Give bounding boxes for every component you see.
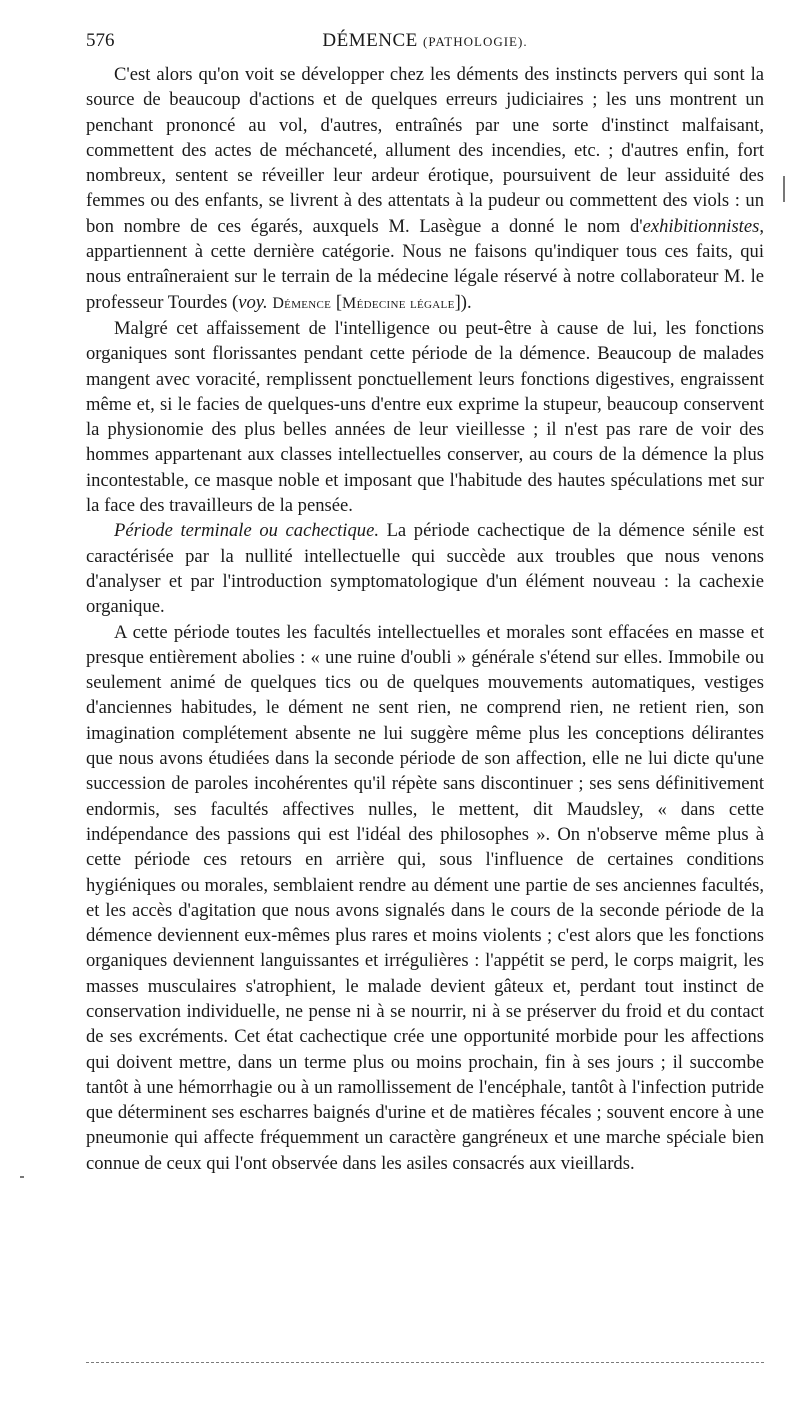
margin-mark: [783, 176, 785, 202]
cross-reference-close: ]).: [454, 291, 472, 313]
paragraph-4: A cette période toutes les facultés intellectuelles et morales sont effacées en masse et presque entièrement abolies : « une ruine d'oubli » générale s'étend sur elles. Immobile ou seulement animé de quelques tics ou de quelques mouvements automatiques, vestiges d'anciennes habitudes, le dément ne sent rien, ne comprend rien, ne retient rien, son imagination complétement absente ne lui suggère même plus les conceptions délirantes que nous avons étudiées dans la seconde période de son affection, elle ne lui dicte qu'une succession de paroles incohérentes qu'il répète sans discontinuer ; ses sens définitivement endormis, ses facultés affectives nulles, le mettent, dit Maudsley, « dans cette indépendance des passions qui est l'idéal des philosophes ». On n'observe même plus à cette période ces retours en arrière qui, sous l'influence de certaines conditions hygiéniques ou morales, semblaient rendre au dément une partie de ses anciennes facultés, et les accès d'agitation que nous avons signalés dans le cours de la seconde période de la démence deviennent eux-mêmes plus rares et moins violents ; c'est alors que les fonctions organiques deviennent languissantes et irrégulières : l'appétit se perd, le corps maigrit, les masses musculaires s'atrophient, le malade devient gâteux et, perdant tout instinct de conservation individuelle, ne pense ni à se nourrir, ni à se préserver du froid et du contact de ses excréments. Cet état cachectique crée une opportunité morbide pour les affections qui doivent mettre, dans un terme plus ou moins prochain, fin à ses jours ; il succombe tantôt à une hémorrhagie ou à un ramollissement de l'encéphale, tantôt à l'infection putride que déterminent ses escharres baignés d'urine et de matières fécales ; souvent encore à une pneumonie qui affecte fréquemment un caractère gangréneux et une marche spéciale bien connue de ceux qui l'ont observée dans les asiles consacrés aux vieillards.: [86, 621, 764, 1174]
body-text: [86, 62, 764, 1176]
paragraph-1-part-a: C'est alors qu'on voit se développer chez les déments des instincts pervers qui sont la source de beaucoup d'actions et de quelques erreurs judiciaires ; les uns montrent un penchant prononcé au vol, d'autres, entraînés par une sorte d'instinct malfaisant, commettent des actes de méchanceté, allument des incendies, etc. ; d'autres enfin, fort nombreux, sentent se réveiller leur ardeur érotique, poursuivent de leur assiduité des femmes ou des enfants, se livrent à des attentats à la pudeur ou commettent des viols : un bon nombre de ces égarés, auxquels M. Lasègue a donné le nom d': [86, 64, 764, 237]
cross-reference-demence: Démence: [272, 294, 332, 312]
running-header: [86, 30, 764, 56]
paragraph-1-part-b: , appartiennent à cette dernière catégorie. Nous ne faisons qu'indiquer tous ces faits, qui nous entraîneraient sur le terrain de la médecine légale réservé à notre collaborateur M. le professeur Tourdes (: [86, 215, 764, 313]
cross-reference-medecine-legale: Médecine légale: [342, 294, 455, 312]
running-title-subtitle: (PATHOLOGIE).: [422, 34, 528, 49]
running-title-main: DÉMENCE: [322, 30, 418, 51]
page-number: 576: [86, 30, 115, 51]
paragraph-3: [86, 518, 764, 619]
paragraph-2: Malgré cet affaissement de l'intelligence ou peut-être à cause de lui, les fonctions organiques sont florissantes pendant cette période de la démence. Beaucoup de malades mangent avec voracité, remplissent ponctuellement leurs fonctions digestives, engraissent même et, si le facies de quelques-uns d'entre eux exprime la stupeur, beaucoup conservent la physionomie des plus belles années de leur vieillesse ; il n'est pas rare de voir des hommes appartenant aux classes intellectuelles conserver, au cours de la démence la plus incontestable, ce masque noble et imposant que l'habitude des hautes spéculations met sur la face des travailleurs de la pensée.: [86, 317, 764, 517]
voy-abbreviation: voy.: [238, 291, 268, 313]
section-heading-terminal-period: Période terminale ou cachectique.: [114, 520, 379, 542]
cross-reference-open: [: [331, 291, 343, 313]
footer-rule: [86, 1362, 764, 1363]
margin-mark: [20, 1176, 24, 1178]
running-title: [86, 30, 764, 52]
paragraph-3-text: La période cachectique de la démence sénile est caractérisée par la nullité intellectuelle qui succède aux troubles que nous venons d'analyser et par l'introduction symptomatologique d'un élément nouveau : la cachexie organique.: [86, 520, 764, 618]
term-exhibitionnistes: exhibitionnistes: [642, 215, 760, 237]
paragraph-1: [86, 62, 764, 316]
